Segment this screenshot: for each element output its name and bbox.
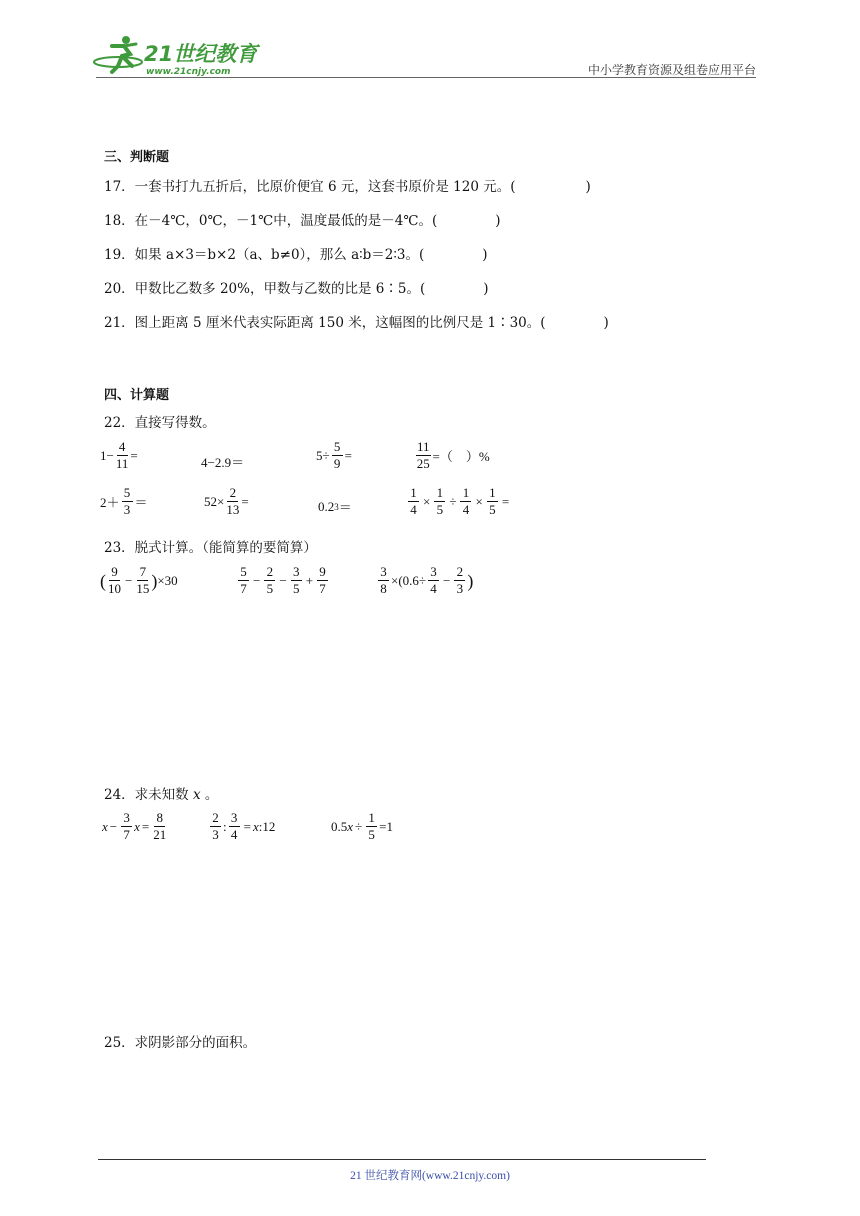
question-22: 22．直接写得数。 [104, 415, 216, 431]
section-4-title: 四、计算题 [104, 388, 170, 403]
q23-expr-2: $\frac{5}{7}$ − $\frac{2}{5}$ − $\frac{3}{5}$ + $\frac{9}{7}$ [236, 565, 330, 596]
q22-expr-3: 5÷ $\frac{5}{9}$ = [316, 439, 352, 471]
fraction: $\frac{1}{5}$ [366, 811, 377, 842]
logo [92, 32, 262, 80]
runner-logo-icon [92, 32, 262, 80]
fraction: $\frac{5}{7}$ [238, 565, 249, 596]
fraction: $\frac{3}{4}$ [428, 565, 439, 596]
fraction: $\frac{8}{21}$ [153, 810, 167, 842]
fraction: $\frac{1}{4}$ [408, 486, 419, 517]
footer-link[interactable]: 21 世纪教育网(www.21cnjy.com) [350, 1170, 510, 1182]
question-18: 18．在－4℃，0℃，－1℃中，温度最低的是－4℃。( ) [104, 213, 501, 229]
question-17: 17．一套书打九五折后，比原价便宜 6 元，这套书原价是 120 元。( ) [104, 179, 591, 195]
section-3-title: 三、判断题 [104, 150, 170, 165]
q22-expr-4: $\frac{11}{25}$ =（ ）% [416, 439, 490, 471]
q24-equation-2: $\frac{2}{3}$ : $\frac{3}{4}$ = x :12 [208, 811, 275, 842]
fraction: $\frac{5}{3}$ [122, 486, 133, 517]
fraction: $\frac{3}{4}$ [229, 811, 240, 842]
fraction: $\frac{2}{13}$ [226, 485, 240, 517]
q22-expr-5: 2＋ $\frac{5}{3}$ ＝ [100, 485, 148, 517]
svg-text:21世纪教育: 21世纪教育 [144, 42, 258, 66]
question-25: 25．求阴影部分的面积。 [104, 1035, 257, 1051]
fraction: $\frac{11}{25}$ [416, 439, 430, 471]
fraction: $\frac{1}{5}$ [434, 486, 445, 517]
q22-expr-1: 1− $\frac{4}{11}$ = [100, 439, 138, 471]
question-19: 19．如果 a×3＝b×2（a、b≠0），那么 a∶b＝2∶3。( ) [104, 247, 488, 263]
q24-equation-1: x − $\frac{3}{7}$ x = $\frac{8}{21}$ [102, 810, 167, 842]
q23-expr-3: $\frac{3}{8}$ ×(0.6÷ $\frac{3}{4}$ − $\frac{2}{3}$ ) [376, 565, 473, 596]
question-23: 23．脱式计算。（能简算的要简算） [104, 540, 317, 556]
q22-expr-7: 0.2 3 ＝ [318, 498, 352, 515]
fraction: $\frac{2}{3}$ [210, 811, 221, 842]
footer-divider [98, 1159, 706, 1160]
fraction: $\frac{2}{3}$ [454, 565, 465, 596]
q22-expr-8: $\frac{1}{4}$ × $\frac{1}{5}$ ÷ $\frac{1}{4}$ × $\frac{1}{5}$ = [406, 486, 511, 517]
fraction: $\frac{4}{11}$ [115, 439, 129, 471]
fraction: $\frac{1}{5}$ [487, 486, 498, 517]
q24-equation-3: 0.5 x ÷ $\frac{1}{5}$ =1 [331, 810, 394, 842]
fraction: $\frac{3}{7}$ [121, 811, 132, 842]
q22-expr-6: 52× $\frac{2}{13}$ = [204, 485, 249, 517]
fraction: $\frac{3}{8}$ [378, 565, 389, 596]
question-24: 24．求未知数 x 。 [104, 787, 219, 803]
header-divider [96, 77, 756, 78]
header-platform-text: 中小学教育资源及组卷应用平台 [587, 63, 756, 77]
q23-expr-1: ( $\frac{9}{10}$ − $\frac{7}{15}$ ) ×30 [100, 564, 178, 596]
question-20: 20．甲数比乙数多 20%，甲数与乙数的比是 6∶5。( ) [104, 281, 489, 297]
fraction: $\frac{9}{10}$ [108, 564, 121, 596]
question-21: 21．图上距离 5 厘米代表实际距离 150 米，这幅图的比例尺是 1∶30。( ) [104, 315, 609, 331]
q22-expr-2: 4−2.9＝ [201, 455, 245, 470]
fraction: $\frac{1}{4}$ [460, 486, 471, 517]
fraction: $\frac{3}{5}$ [291, 565, 302, 596]
fraction: $\frac{7}{15}$ [136, 564, 150, 596]
svg-text:www.21cnjy.com: www.21cnjy.com [146, 67, 231, 77]
fraction: $\frac{9}{7}$ [317, 565, 328, 596]
fraction: $\frac{2}{5}$ [264, 565, 275, 596]
fraction: $\frac{5}{9}$ [332, 440, 343, 471]
